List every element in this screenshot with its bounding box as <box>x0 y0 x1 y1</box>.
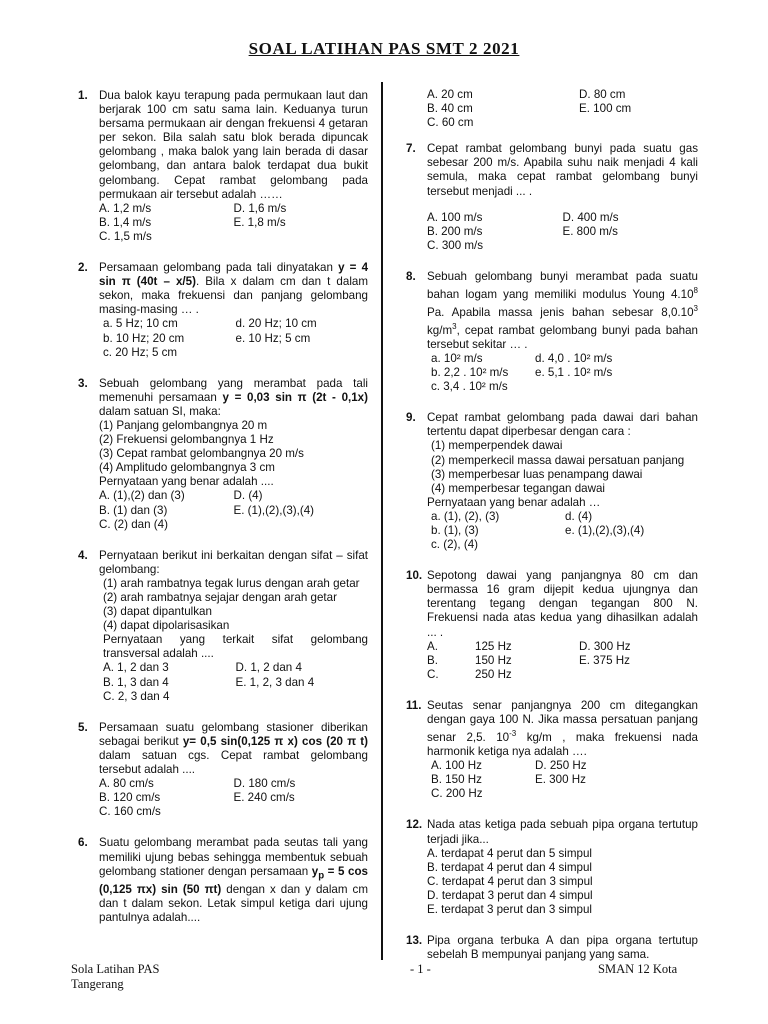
stem-text: . Bila x dalam cm dan t dalam sekon, maka frekuensi dan panjang gelombang masing-masing … . <box>99 275 368 317</box>
option: D. 80 cm <box>579 88 626 101</box>
option: B. (1) dan (3) <box>99 503 168 517</box>
option: b. 2,2 . 10² m/s <box>431 366 509 380</box>
option: D. 1,6 m/s <box>233 201 287 215</box>
question-9 <box>406 411 698 552</box>
option: A. 80 cm/s <box>99 777 154 791</box>
question-number: 4. <box>78 548 88 562</box>
answer-options <box>427 88 698 130</box>
option: C. 2, 3 dan 4 <box>103 689 170 703</box>
option: e. (1),(2),(3),(4) <box>565 524 645 538</box>
stem-text: , cepat rambat gelombang bunyi pada bahan tersebut sekitar … . <box>427 323 698 351</box>
option: C. 160 cm/s <box>99 805 161 819</box>
stem-text: Sebuah gelombang bunyi merambat pada suatu bahan logam yang memiliki modulus Young 4.10 <box>427 269 698 301</box>
statement: (3) Cepat rambat gelombangnya 20 m/s <box>99 447 304 461</box>
option: d. 4,0 . 10² m/s <box>535 351 613 365</box>
option: E. 1,8 m/s <box>233 215 286 229</box>
option: A. 100 Hz <box>431 759 482 773</box>
equation: y= 0,5 sin(0,125 π x) cos (20 π t) <box>182 734 369 748</box>
question-2 <box>78 261 368 360</box>
question-number: 9. <box>406 411 416 425</box>
option-letter: C. <box>427 667 439 681</box>
question-stem <box>427 699 698 759</box>
question-stem <box>99 377 368 419</box>
option: b. (1), (3) <box>431 524 479 538</box>
superscript: 3 <box>452 321 457 331</box>
option-letter: A. <box>427 639 438 653</box>
question-stem <box>99 261 368 317</box>
superscript: 8 <box>693 286 698 296</box>
option: d. 20 Hz; 10 cm <box>235 317 317 331</box>
option: A. 1, 2 dan 3 <box>103 661 169 675</box>
question-number: 8. <box>406 269 416 283</box>
option: E. terdapat 3 perut dan 3 simpul <box>427 903 592 917</box>
option: c. (2), (4) <box>431 538 479 552</box>
statement-list <box>427 439 698 495</box>
option: D. terdapat 3 perut dan 4 simpul <box>427 888 593 902</box>
option: B. 200 m/s <box>427 224 483 238</box>
option: D. 400 m/s <box>562 210 619 224</box>
statement: (2) memperkecil massa dawai persatuan panjang <box>431 453 685 467</box>
stem-text: dalam satuan cgs. Cepat rambat gelombang tersebut adalah .... <box>99 748 368 777</box>
option: B. 150 Hz <box>431 773 482 787</box>
statement: (4) dapat dipolarisasikan <box>103 619 230 633</box>
option: E. 800 m/s <box>562 224 618 238</box>
equation: y = 4 sin π (40t – x/5) <box>99 261 369 289</box>
stem-text: Persamaan gelombang pada tali dinyatakan <box>99 261 339 275</box>
answer-options <box>99 661 368 703</box>
option: B. 1, 3 dan 4 <box>103 675 169 689</box>
statement-list <box>99 419 368 475</box>
question-prompt: Pernyataan yang benar adalah … <box>427 495 601 509</box>
statement: (3) memperbesar luas penampang dawai <box>431 467 643 481</box>
question-1 <box>78 89 368 244</box>
stem-text: Seutas senar panjangnya 200 cm ditegangkan dengan gaya 100 N. Jika massa persatuan panjang senar 2,5. 10 <box>427 698 698 744</box>
option-value: 150 Hz <box>475 653 512 667</box>
stem-text: Sebuah gelombang yang merambat pada tali memenuhi persamaan <box>99 376 368 404</box>
answer-options <box>427 640 698 682</box>
option: E. 240 cm/s <box>233 791 295 805</box>
equation-body: = 5 cos (0,125 πx) sin (50 πt) <box>99 864 368 896</box>
statement: (1) memperpendek dawai <box>431 439 563 453</box>
question-stem: Dua balok kayu terapung pada permukaan laut dan berjarak 100 cm satu sama lain. Keduanya turun bersama permukaan air dengan frekuensi 4 getaran per sekon. Bila salah satu blok berada dipuncak gelombang , maka balok yang lain berada di dasar gelombang, dan antara balok terdapat dua bukit gelombang. Cepat rambat gelombang pada permukaan air tersebut adalah …… <box>99 89 368 201</box>
statement: (4) Amplitudo gelombangnya 3 cm <box>99 461 275 475</box>
question-12 <box>406 818 698 917</box>
statement: (2) Frekuensi gelombangnya 1 Hz <box>99 433 274 447</box>
question-3 <box>78 377 368 532</box>
column-divider <box>381 82 383 960</box>
question-prompt: Pernyataan yang benar adalah .... <box>99 475 274 489</box>
answer-options <box>427 352 698 394</box>
stem-text: kg/m <box>427 323 453 337</box>
answer-options <box>99 202 368 244</box>
option: c. 20 Hz; 5 cm <box>103 345 178 359</box>
question-stem: Cepat rambat gelombang pada dawai dari bahan tertentu dapat diperbesar dengan cara : <box>427 411 698 439</box>
question-11 <box>406 699 698 802</box>
answer-options <box>99 777 368 819</box>
question-13 <box>406 934 698 962</box>
answer-options <box>99 489 368 531</box>
footer-page-number: - 1 - <box>410 962 431 976</box>
question-7 <box>406 142 698 253</box>
footer-left: Sola Latihan PAS Tangerang <box>71 962 160 991</box>
question-number: 13. <box>406 934 423 948</box>
question-stem: Pernyataan berikut ini berkaitan dengan sifat – sifat gelombang: <box>99 548 368 576</box>
option: B. 40 cm <box>427 102 473 116</box>
option-letter: B. <box>427 653 438 667</box>
question-4 <box>78 549 368 704</box>
question-number: 3. <box>78 376 88 390</box>
option: E. (1),(2),(3),(4) <box>233 503 315 517</box>
stem-text: Pa. Apabila massa jenis bahan sebesar 8,0.10 <box>427 305 694 319</box>
footer-right: SMAN 12 Kota <box>598 962 678 976</box>
question-8 <box>406 270 698 394</box>
statement: (1) Panjang gelombangnya 20 m <box>99 418 268 432</box>
answer-options <box>427 510 698 552</box>
option: D. 180 cm/s <box>233 777 296 791</box>
question-stem: Nada atas ketiga pada sebuah pipa organa tertutup terjadi jika... <box>427 818 698 846</box>
question-number: 1. <box>78 89 88 102</box>
question-6 <box>78 836 368 925</box>
option: C. terdapat 4 perut dan 3 simpul <box>427 874 593 888</box>
question-stem <box>99 721 368 777</box>
question-number: 5. <box>78 720 88 734</box>
stem-text: kg/m , maka frekuensi nada harmonik ketiga nya adalah …. <box>427 731 698 759</box>
question-stem: Cepat rambat gelombang bunyi pada suatu gas sebesar 200 m/s. Apabila suhu naik menjadi 4 kali semula, maka cepat rambat gelombang bunyi tersebut menjadi ... . <box>427 142 698 198</box>
option: b. 10 Hz; 20 cm <box>103 331 185 345</box>
equation-subscript: p <box>318 869 325 881</box>
equation-var: y <box>311 864 319 878</box>
option: a. (1), (2), (3) <box>431 509 500 523</box>
option: d. (4) <box>565 509 593 523</box>
question-5 <box>78 721 368 820</box>
option: D. 1, 2 dan 4 <box>235 661 302 675</box>
right-column <box>406 89 698 979</box>
left-column <box>78 89 368 942</box>
option: E. 100 cm <box>579 102 632 116</box>
option-value: 250 Hz <box>475 667 512 681</box>
question-number: 12. <box>406 818 423 832</box>
option: C. 60 cm <box>427 116 474 130</box>
answer-options <box>427 211 698 253</box>
option: D. 250 Hz <box>535 759 587 773</box>
question-stem: Sepotong dawai yang panjangnya 80 cm dan bermassa 16 gram dijepit kedua ujungnya dan terentang tegang dengan tegangan 800 N. Frekuensi nada atas kedua yang dihasilkan adalah ... . <box>427 569 698 639</box>
question-stem <box>99 836 368 925</box>
option: C. 200 Hz <box>431 787 483 801</box>
stem-text: dengan x dan y dalam cm dan t dalam sekon. Letak simpul ketiga dari ujung pantulnya adalah.... <box>99 883 368 925</box>
question-number: 7. <box>406 142 416 156</box>
option: a. 5 Hz; 10 cm <box>103 317 178 331</box>
statement: (3) dapat dipantulkan <box>103 605 212 619</box>
superscript: 3 <box>693 303 698 313</box>
option: A. terdapat 4 perut dan 5 simpul <box>427 846 592 860</box>
superscript: -3 <box>509 729 517 739</box>
option: C. (2) dan (4) <box>99 517 168 531</box>
answer-options <box>99 317 368 359</box>
question-number: 2. <box>78 261 88 275</box>
option: A. 100 m/s <box>427 210 483 224</box>
page-title: SOAL LATIHAN PAS SMT 2 2021 <box>248 39 520 58</box>
statement-list <box>99 577 368 633</box>
statement: (1) arah rambatnya tegak lurus dengan arah getar <box>103 576 360 590</box>
statement: (4) memperbesar tegangan dawai <box>431 481 606 495</box>
question-stem <box>427 270 698 352</box>
option: D. 300 Hz <box>579 639 631 653</box>
option: D. (4) <box>233 489 263 503</box>
option: e. 5,1 . 10² m/s <box>535 366 613 380</box>
stem-text: Suatu gelombang merambat pada seutas tali yang memiliki ujung bebas sehingga membentuk sebuah gelombang stationer dengan persamaan <box>99 836 368 878</box>
option: A. 1,2 m/s <box>99 201 152 215</box>
option: B. 120 cm/s <box>99 791 161 805</box>
option: E. 375 Hz <box>579 653 630 667</box>
option-value: 125 Hz <box>475 639 512 653</box>
stem-text: Persamaan suatu gelombang stasioner diberikan sebagai berikut <box>99 720 368 748</box>
answer-options <box>427 847 698 917</box>
question-number: 10. <box>406 569 423 583</box>
option: A. 20 cm <box>427 88 473 101</box>
question-number: 6. <box>78 836 88 850</box>
option: B. 1,4 m/s <box>99 215 152 229</box>
option: C. 1,5 m/s <box>99 229 152 243</box>
question-number: 11. <box>406 698 422 712</box>
answer-options <box>427 759 698 801</box>
option: a. 10² m/s <box>431 351 483 365</box>
question-stem: Pipa organa terbuka A dan pipa organa tertutup sebelah B mempunyai panjang yang sama. <box>427 934 698 962</box>
statement: (2) arah rambatnya sejajar dengan arah getar <box>103 591 337 604</box>
question-6-options <box>406 88 698 130</box>
option: A. (1),(2) dan (3) <box>99 489 185 503</box>
option: C. 300 m/s <box>427 238 484 252</box>
stem-text: dalam satuan SI, maka: <box>99 404 221 418</box>
option: c. 3,4 . 10² m/s <box>431 380 508 394</box>
option: E. 300 Hz <box>535 773 586 787</box>
option: e. 10 Hz; 5 cm <box>235 331 311 345</box>
option: B. terdapat 4 perut dan 4 simpul <box>427 860 592 874</box>
question-10 <box>406 569 698 682</box>
equation: y = 0,03 sin π (2t - 0,1x) <box>222 390 368 404</box>
option: E. 1, 2, 3 dan 4 <box>235 675 315 689</box>
question-prompt: Pernyataan yang terkait sifat gelombang transversal adalah .... <box>103 633 368 661</box>
